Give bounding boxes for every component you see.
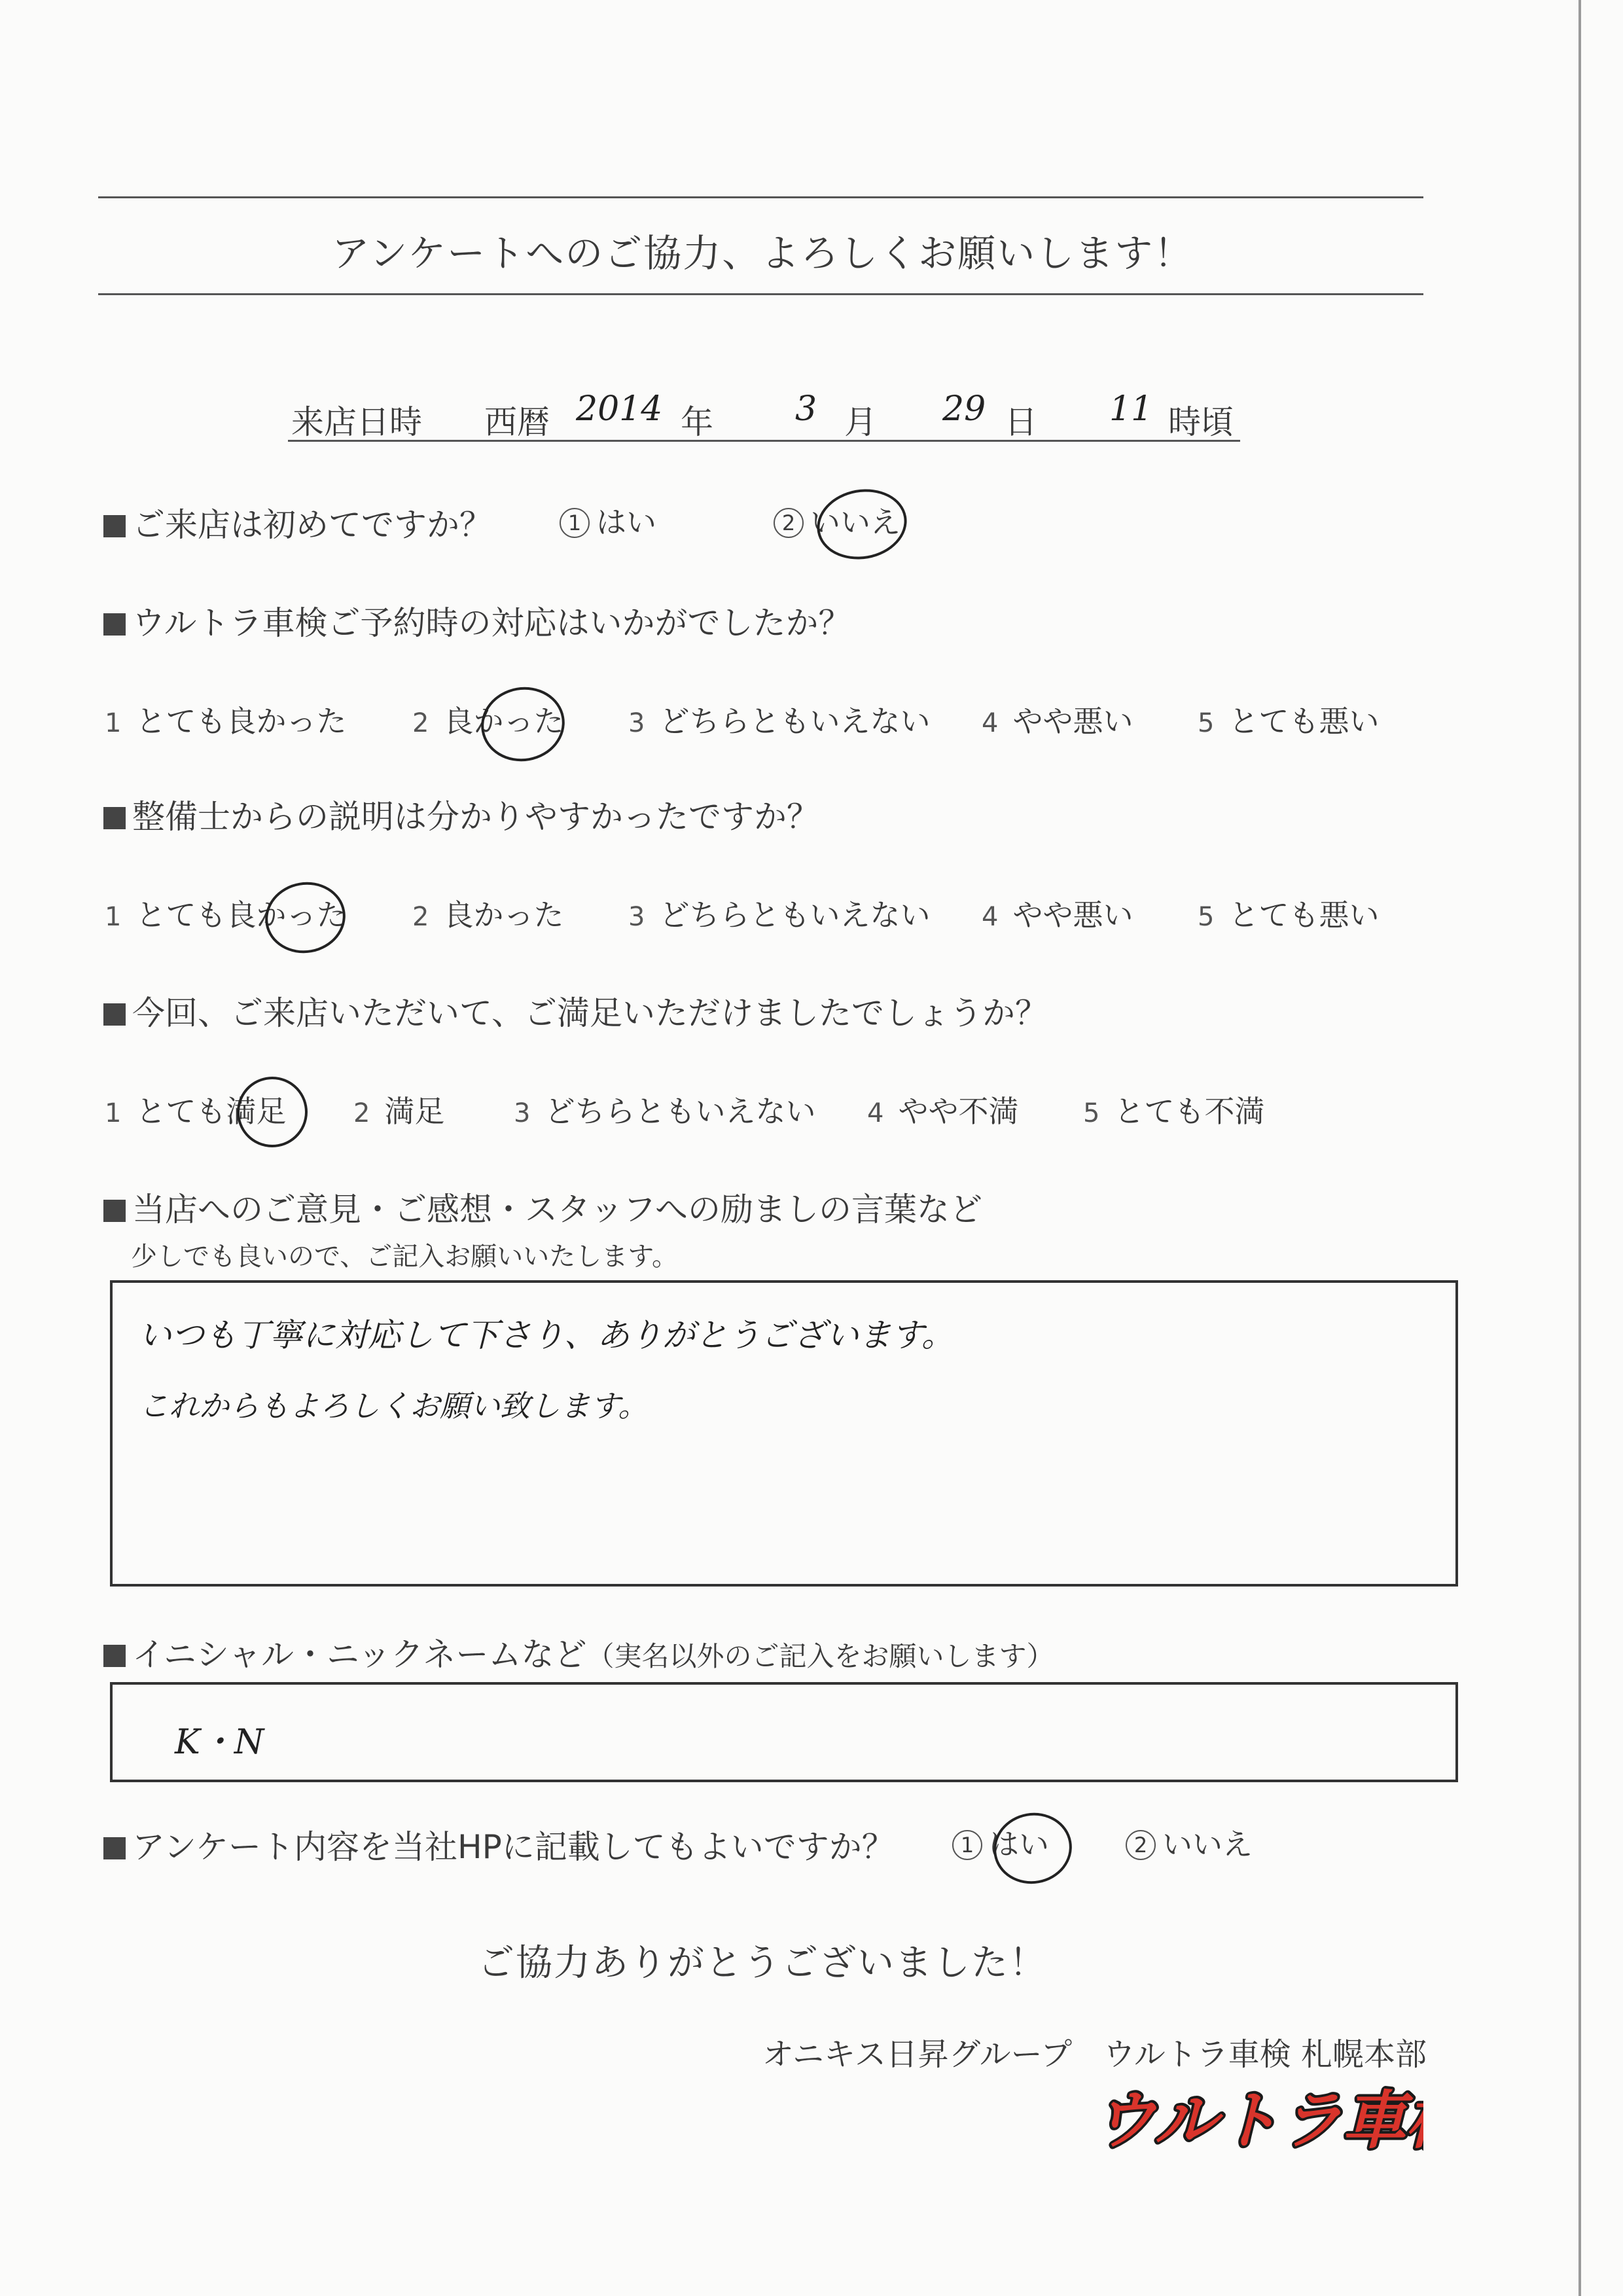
nickname-box[interactable] bbox=[110, 1682, 1458, 1782]
comment-line-1: いつも丁寧に対応して下さり、ありがとうございます。 bbox=[139, 1316, 954, 1354]
option-label: やや悪い bbox=[1012, 897, 1133, 933]
nickname-value: K・N bbox=[175, 1723, 264, 1762]
visit-underline bbox=[288, 440, 1240, 442]
option-number: 1 bbox=[105, 708, 122, 738]
option-label: 満足 bbox=[384, 1094, 445, 1129]
option-number: 2 bbox=[774, 508, 804, 538]
option-label: とても悪い bbox=[1228, 897, 1380, 933]
bullet-square-icon bbox=[103, 807, 126, 829]
ultra-shaken-logo bbox=[1083, 2078, 1423, 2157]
q3-option-4[interactable] bbox=[982, 891, 1133, 935]
option-label: どちらともいえない bbox=[544, 1094, 816, 1129]
thank-you-message: ご協力ありがとうございました！ bbox=[478, 1942, 1047, 1984]
comment-line-2: これからもよろしくお願い致します。 bbox=[139, 1388, 649, 1424]
comments-box[interactable] bbox=[110, 1280, 1458, 1587]
option-label: 良かった bbox=[443, 704, 564, 739]
option-number: 5 bbox=[1083, 1098, 1100, 1128]
svg-text:ウルトラ車検: ウルトラ車検 bbox=[1089, 2084, 1423, 2157]
q1-selection-circle bbox=[812, 482, 912, 566]
q1-option-1[interactable] bbox=[560, 499, 656, 542]
option-label: どちらともいえない bbox=[659, 704, 931, 739]
option-number: 3 bbox=[628, 902, 645, 932]
option-number: 1 bbox=[105, 902, 122, 932]
question-mechanic-explanation bbox=[103, 791, 819, 838]
bullet-square-icon bbox=[103, 1645, 126, 1667]
visit-day-value: 29 bbox=[942, 389, 986, 429]
header-rule-bottom bbox=[98, 293, 1423, 295]
visit-month-value: 3 bbox=[795, 389, 817, 429]
option-number: 2 bbox=[353, 1098, 370, 1128]
option-label: はい bbox=[596, 505, 656, 540]
q4-option-3[interactable] bbox=[514, 1088, 815, 1131]
q4-option-5[interactable] bbox=[1083, 1088, 1264, 1131]
q4-option-4[interactable] bbox=[867, 1088, 1018, 1131]
bullet-square-icon bbox=[103, 515, 126, 537]
question-satisfaction bbox=[103, 987, 1048, 1034]
option-label: とても良かった bbox=[135, 704, 347, 739]
option-number: 3 bbox=[628, 708, 645, 738]
question-text: イニシャル・ニックネームなど bbox=[132, 1636, 587, 1674]
visit-year-unit: 年 bbox=[681, 403, 713, 441]
option-label: とても満足 bbox=[135, 1094, 287, 1129]
q2-option-3[interactable] bbox=[628, 698, 930, 741]
q2-option-5[interactable] bbox=[1198, 698, 1379, 741]
visit-era: 西暦 bbox=[484, 403, 550, 441]
company-name: オニキス日昇グループ ウルトラ車検 札幌本部 bbox=[762, 2036, 1427, 2073]
option-label: やや不満 bbox=[898, 1094, 1019, 1129]
option-label: いいえ bbox=[1162, 1827, 1253, 1862]
option-number: 2 bbox=[412, 902, 429, 932]
option-number: 2 bbox=[412, 708, 429, 738]
option-label: どちらともいえない bbox=[659, 897, 931, 933]
svg-text:ウルトラ車検: ウルトラ車検 bbox=[1089, 2084, 1423, 2157]
option-number: 5 bbox=[1198, 708, 1215, 738]
bullet-square-icon bbox=[103, 613, 126, 636]
option-label: とても不満 bbox=[1114, 1094, 1265, 1129]
q3-selection-circle bbox=[260, 876, 351, 960]
option-label: やや悪い bbox=[1012, 704, 1133, 739]
question-text: アンケート内容を当社HPに記載してもよいですか？ bbox=[132, 1828, 895, 1866]
q3-option-3[interactable] bbox=[628, 891, 930, 935]
question-first-visit bbox=[103, 499, 492, 546]
question-text: ウルトラ車検ご予約時の対応はいかがでしたか？ bbox=[132, 604, 851, 642]
visit-month-unit: 月 bbox=[844, 403, 877, 441]
question-text: 整備士からの説明は分かりやすかったですか？ bbox=[132, 798, 819, 836]
q2-option-4[interactable] bbox=[982, 698, 1133, 741]
q7-option-2[interactable] bbox=[1126, 1821, 1253, 1864]
question-text: 今回、ご来店いただいて、ご満足いただけましたでしょうか？ bbox=[132, 994, 1048, 1032]
option-label: とても良かった bbox=[135, 897, 347, 933]
option-number: 1 bbox=[560, 508, 590, 538]
question-note: （実名以外のご記入をお願いします） bbox=[586, 1640, 1054, 1672]
visit-label: 来店日時 bbox=[291, 403, 422, 441]
option-number: 3 bbox=[514, 1098, 531, 1128]
option-number: 4 bbox=[982, 708, 999, 738]
q3-option-5[interactable] bbox=[1198, 891, 1379, 935]
q4-option-2[interactable] bbox=[353, 1088, 444, 1131]
visit-day-unit: 日 bbox=[1005, 403, 1037, 441]
q7-selection-circle bbox=[988, 1806, 1078, 1890]
option-label: いいえ bbox=[810, 505, 901, 540]
question-publish-consent bbox=[103, 1821, 895, 1868]
option-number: 1 bbox=[952, 1830, 982, 1860]
logo-icon bbox=[1083, 2078, 1423, 2157]
bullet-square-icon bbox=[103, 1837, 126, 1859]
q4-selection-circle bbox=[231, 1071, 313, 1153]
q2-option-1[interactable] bbox=[105, 698, 346, 741]
question-reservation-response bbox=[103, 597, 851, 644]
option-number: 4 bbox=[867, 1098, 884, 1128]
option-number: 5 bbox=[1198, 902, 1215, 932]
q3-option-2[interactable] bbox=[412, 891, 563, 935]
option-label: 良かった bbox=[443, 897, 564, 933]
option-label: とても悪い bbox=[1228, 704, 1380, 739]
comments-instruction: 少しでも良いので、ご記入お願いいたします。 bbox=[131, 1242, 678, 1272]
survey-title: アンケートへのご協力、よろしくお願いします！ bbox=[331, 231, 1194, 276]
page-edge-shadow bbox=[1578, 0, 1581, 2296]
option-number: 4 bbox=[982, 902, 999, 932]
visit-hour-unit: 時頃 bbox=[1168, 403, 1234, 441]
visit-hour-value: 11 bbox=[1109, 389, 1153, 429]
q2-selection-circle bbox=[475, 681, 571, 768]
question-nickname bbox=[103, 1628, 1054, 1676]
option-label: はい bbox=[989, 1827, 1049, 1862]
option-number: 1 bbox=[105, 1098, 122, 1128]
question-text: 当店へのご意見・ご感想・スタッフへの励ましの言葉など bbox=[132, 1191, 982, 1229]
bullet-square-icon bbox=[103, 1003, 126, 1026]
question-text: ご来店は初めてですか？ bbox=[132, 506, 492, 544]
option-number: 2 bbox=[1126, 1830, 1156, 1860]
header-rule-top bbox=[98, 196, 1423, 198]
bullet-square-icon bbox=[103, 1200, 126, 1222]
question-comments bbox=[103, 1183, 982, 1230]
visit-year-value: 2014 bbox=[576, 389, 663, 429]
